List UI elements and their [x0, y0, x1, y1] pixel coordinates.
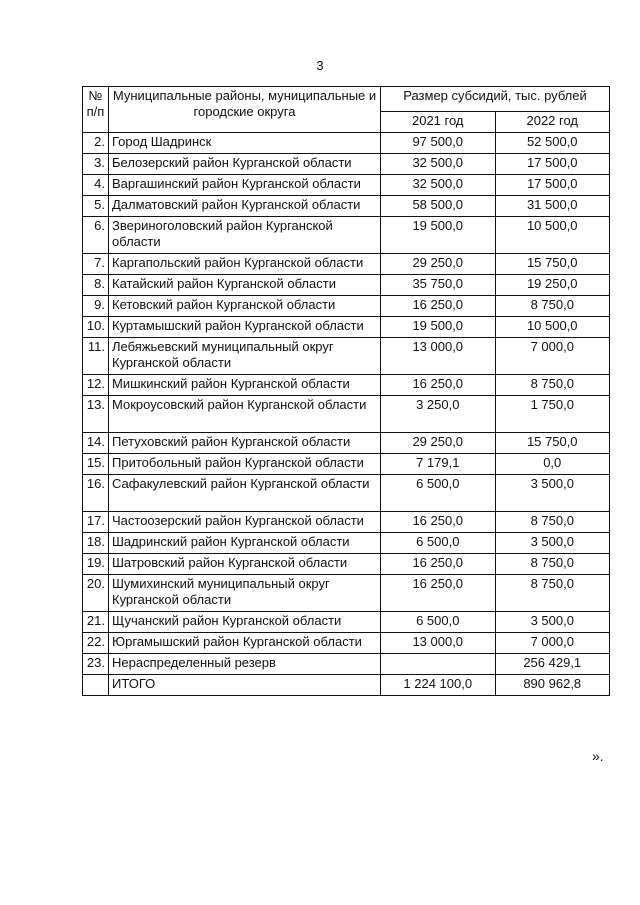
- row-value-2021: 32 500,0: [381, 175, 496, 196]
- row-num: 13.: [83, 396, 109, 433]
- table-row: [83, 133, 610, 154]
- row-name: Катайский район Курганской области: [109, 275, 381, 296]
- row-value-2021: 35 750,0: [381, 275, 496, 296]
- row-num: 6.: [83, 217, 109, 254]
- table-row: [83, 254, 610, 275]
- row-value-2022: 3 500,0: [495, 533, 610, 554]
- row-name: Далматовский район Курганской области: [109, 196, 381, 217]
- row-name: Шадринский район Курганской области: [109, 533, 381, 554]
- row-value-2021: 97 500,0: [381, 133, 496, 154]
- row-value-2021: 19 500,0: [381, 317, 496, 338]
- table-row: [83, 654, 610, 675]
- table-row: [83, 454, 610, 475]
- row-num: 15.: [83, 454, 109, 475]
- row-value-2021: 19 500,0: [381, 217, 496, 254]
- row-value-2022: 8 750,0: [495, 375, 610, 396]
- row-num: 10.: [83, 317, 109, 338]
- header-year-2022: 2022 год: [495, 112, 610, 133]
- row-num: 17.: [83, 512, 109, 533]
- row-num: 14.: [83, 433, 109, 454]
- row-value-2022: 17 500,0: [495, 175, 610, 196]
- row-value-2021: [381, 654, 496, 675]
- row-value-2021: 7 179,1: [381, 454, 496, 475]
- table-row: [83, 533, 610, 554]
- row-name: Город Шадринск: [109, 133, 381, 154]
- row-name: Мокроусовский район Курганской области: [109, 396, 381, 433]
- row-value-2022: 10 500,0: [495, 317, 610, 338]
- row-value-2021: 16 250,0: [381, 296, 496, 317]
- table-row: [83, 575, 610, 612]
- row-num: 11.: [83, 338, 109, 375]
- table-row: [83, 154, 610, 175]
- table-row: [83, 175, 610, 196]
- table-row: [83, 317, 610, 338]
- row-value-2022: 0,0: [495, 454, 610, 475]
- row-value-2022: 8 750,0: [495, 554, 610, 575]
- row-name: Нераспределенный резерв: [109, 654, 381, 675]
- row-value-2022: 256 429,1: [495, 654, 610, 675]
- row-value-2022: 7 000,0: [495, 338, 610, 375]
- row-name: Куртамышский район Курганской области: [109, 317, 381, 338]
- row-value-2022: 8 750,0: [495, 575, 610, 612]
- row-num: 3.: [83, 154, 109, 175]
- row-name: Лебяжьевский муниципальный округ Курганской области: [109, 338, 381, 375]
- row-value-2021: 29 250,0: [381, 254, 496, 275]
- row-value-2021: 58 500,0: [381, 196, 496, 217]
- row-value-2021: 13 000,0: [381, 633, 496, 654]
- row-num: 16.: [83, 475, 109, 512]
- row-value-2022: 52 500,0: [495, 133, 610, 154]
- row-num: 20.: [83, 575, 109, 612]
- row-num: 8.: [83, 275, 109, 296]
- row-value-2021: 3 250,0: [381, 396, 496, 433]
- row-value-2022: 31 500,0: [495, 196, 610, 217]
- total-value-2021: 1 224 100,0: [381, 675, 496, 696]
- closing-quote-mark: ».: [592, 748, 604, 764]
- row-num: 12.: [83, 375, 109, 396]
- total-label: ИТОГО: [109, 675, 381, 696]
- row-value-2021: 6 500,0: [381, 533, 496, 554]
- subsidies-table: [82, 86, 610, 696]
- row-value-2021: 16 250,0: [381, 375, 496, 396]
- row-name: Шумихинский муниципальный округ Курганской области: [109, 575, 381, 612]
- row-value-2021: 16 250,0: [381, 512, 496, 533]
- header-num: № п/п: [83, 87, 109, 133]
- total-value-2022: 890 962,8: [495, 675, 610, 696]
- row-num: 9.: [83, 296, 109, 317]
- row-name: Шатровский район Курганской области: [109, 554, 381, 575]
- row-value-2022: 19 250,0: [495, 275, 610, 296]
- row-name: Частоозерский район Курганской области: [109, 512, 381, 533]
- row-num: 23.: [83, 654, 109, 675]
- row-value-2022: 1 750,0: [495, 396, 610, 433]
- row-value-2022: 3 500,0: [495, 475, 610, 512]
- row-name: Юргамышский район Курганской области: [109, 633, 381, 654]
- row-value-2021: 16 250,0: [381, 554, 496, 575]
- row-value-2021: 32 500,0: [381, 154, 496, 175]
- row-name: Сафакулевский район Курганской области: [109, 475, 381, 512]
- table-row: [83, 196, 610, 217]
- row-num: 7.: [83, 254, 109, 275]
- page-number: 3: [316, 58, 324, 73]
- header-money: Размер субсидий, тыс. рублей: [381, 87, 610, 112]
- row-value-2022: 10 500,0: [495, 217, 610, 254]
- row-value-2021: 6 500,0: [381, 475, 496, 512]
- row-num: 4.: [83, 175, 109, 196]
- table-row: [83, 554, 610, 575]
- row-name: Каргапольский район Курганской области: [109, 254, 381, 275]
- row-name: Кетовский район Курганской области: [109, 296, 381, 317]
- row-num: 2.: [83, 133, 109, 154]
- row-num: 18.: [83, 533, 109, 554]
- header-year-2021: 2021 год: [381, 112, 496, 133]
- row-value-2022: 15 750,0: [495, 433, 610, 454]
- table-row: [83, 612, 610, 633]
- table-row: [83, 475, 610, 512]
- row-value-2022: 3 500,0: [495, 612, 610, 633]
- row-value-2021: 13 000,0: [381, 338, 496, 375]
- row-value-2021: 16 250,0: [381, 575, 496, 612]
- row-name: Белозерский район Курганской области: [109, 154, 381, 175]
- row-value-2022: 15 750,0: [495, 254, 610, 275]
- row-name: Звериноголовский район Курганской области: [109, 217, 381, 254]
- row-name: Мишкинский район Курганской области: [109, 375, 381, 396]
- table-row: [83, 512, 610, 533]
- row-num: 5.: [83, 196, 109, 217]
- table-row: [83, 217, 610, 254]
- row-name: Щучанский район Курганской области: [109, 612, 381, 633]
- row-num: 22.: [83, 633, 109, 654]
- total-num-cell: [83, 675, 109, 696]
- row-value-2022: 8 750,0: [495, 296, 610, 317]
- table-row: [83, 396, 610, 433]
- row-value-2021: 29 250,0: [381, 433, 496, 454]
- row-value-2022: 8 750,0: [495, 512, 610, 533]
- total-row: [83, 675, 610, 696]
- header-name: Муниципальные районы, муниципальные и городские округа: [109, 87, 381, 133]
- row-value-2021: 6 500,0: [381, 612, 496, 633]
- row-name: Варгашинский район Курганской области: [109, 175, 381, 196]
- row-num: 21.: [83, 612, 109, 633]
- row-name: Петуховский район Курганской области: [109, 433, 381, 454]
- row-value-2022: 17 500,0: [495, 154, 610, 175]
- table-row: [83, 375, 610, 396]
- table-row: [83, 296, 610, 317]
- table-row: [83, 275, 610, 296]
- table-row: [83, 338, 610, 375]
- table-row: [83, 433, 610, 454]
- row-num: 19.: [83, 554, 109, 575]
- row-value-2022: 7 000,0: [495, 633, 610, 654]
- row-name: Притобольный район Курганской области: [109, 454, 381, 475]
- table-row: [83, 633, 610, 654]
